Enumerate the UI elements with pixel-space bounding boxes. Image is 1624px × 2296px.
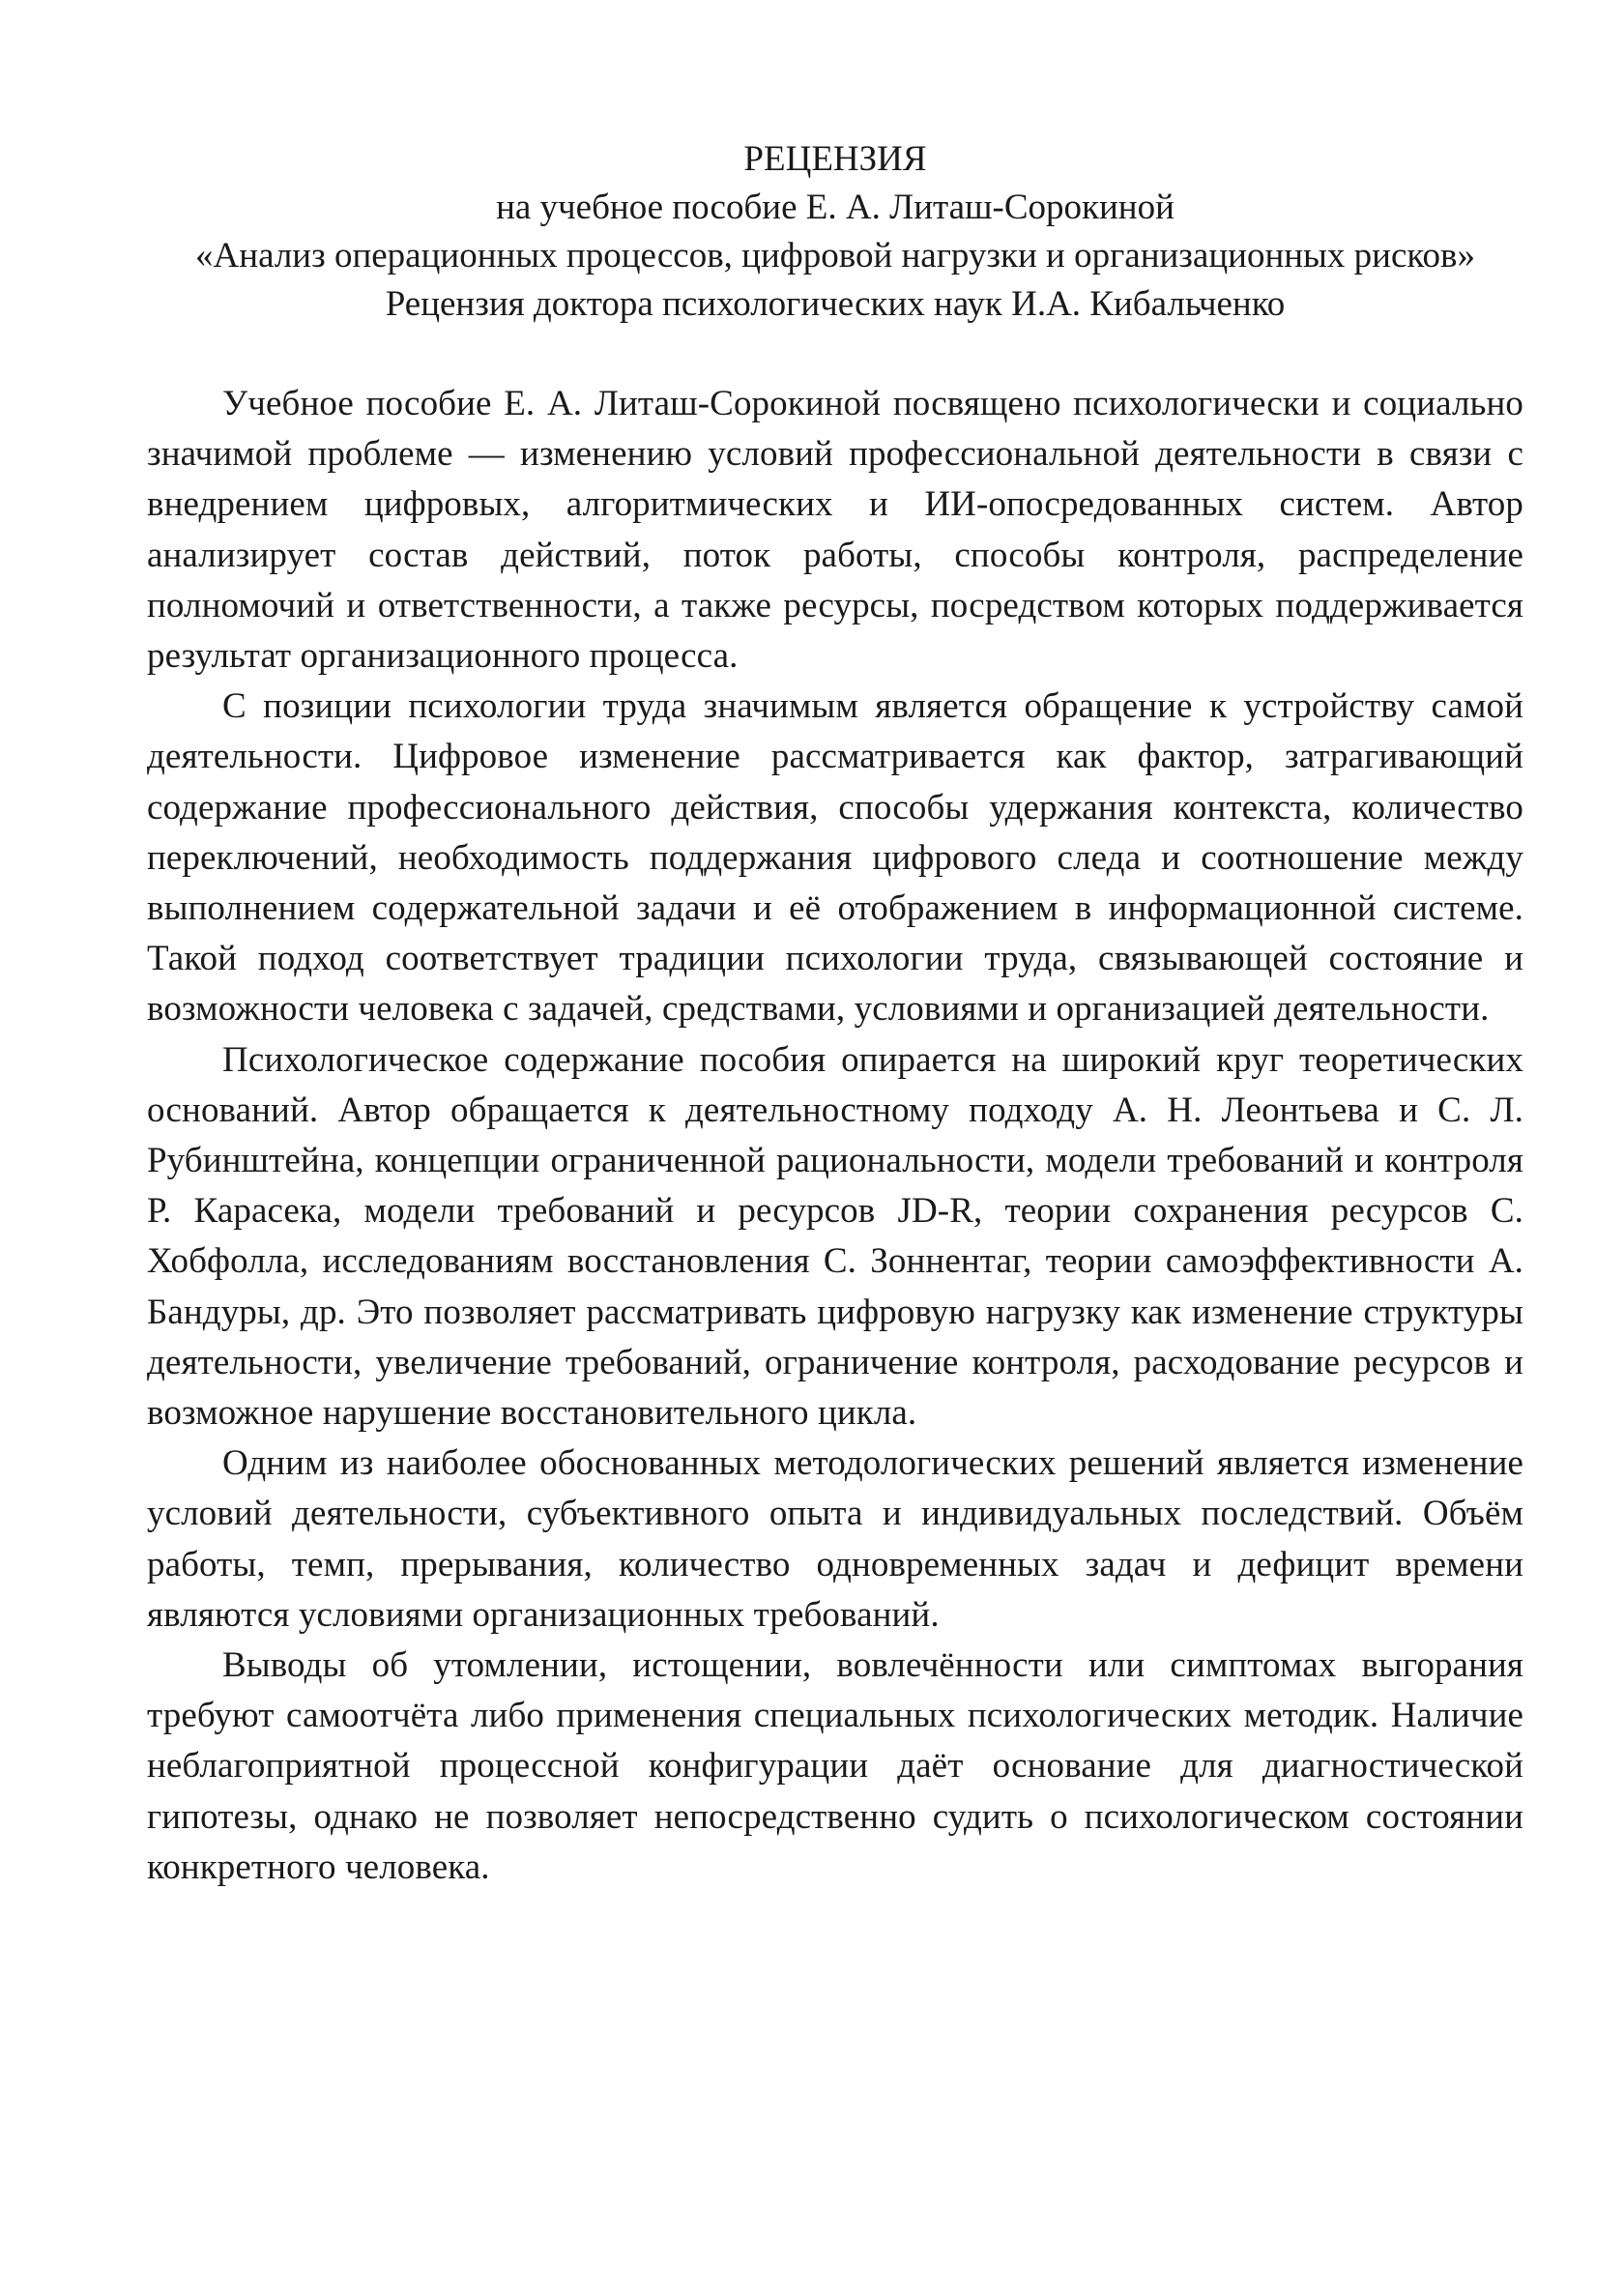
document-subtitle-author: на учебное пособие Е. А. Литаш-Сорокиной (496, 188, 1174, 227)
paragraph: Выводы об утомлении, истощении, вовлечённости или симптомах выгорания требуют самоотчёта либо применения специальных психологических методик. Наличие неблагоприятной процессной конфигурации даёт основание для диагностической гипотезы, однако не позволяет непосредственно судить о психологическом состоянии конкретного человека. (147, 1645, 1523, 1887)
document-subtitle-reviewer: Рецензия доктора психологических наук И.А. Кибальченко (385, 284, 1286, 324)
paragraph: Одним из наиболее обоснованных методологических решений является изменение условий деятельности, субъективного опыта и индивидуальных последствий. Объём работы, темп, прерывания, количество одновременных задач и дефицит времени являются условиями организационных требований. (147, 1443, 1523, 1635)
document-body (147, 379, 1523, 1893)
paragraph: Психологическое содержание пособия опирается на широкий круг теоретических оснований. Автор обращается к деятельностному подходу А. Н. Леонтьева и С. Л. Рубинштейна, концепции ограниченной рациональности, модели требований и контроля Р. Карасека, модели требований и ресурсов JD-R, теории сохранения ресурсов С. Хобфолла, исследованиям восстановления С. Зоннентаг, теории самоэффективности А. Бандуры, др. Это позволяет рассматривать цифровую нагрузку как изменение структуры деятельности, увеличение требований, ограничение контроля, расходование ресурсов и возможное нарушение восстановительного цикла. (147, 1039, 1523, 1434)
paragraph: Учебное пособие Е. А. Литаш-Сорокиной посвящено психологически и социально значимой проблеме — изменению условий профессиональной деятельности в связи с внедрением цифровых, алгоритмических и ИИ-опосредованных систем. Автор анализирует состав действий, поток работы, способы контроля, распределение полномочий и ответственности, а также ресурсы, посредством которых поддерживается результат организационного процесса. (147, 384, 1523, 677)
document-page (147, 135, 1523, 1893)
document-subtitle-book-title: «Анализ операционных процессов, цифровой нагрузки и организационных рисков» (195, 236, 1475, 276)
document-title: РЕЦЕНЗИЯ (743, 139, 927, 179)
paragraph: С позиции психологии труда значимым является обращение к устройству самой деятельности. Цифровое изменение рассматривается как фактор, затрагивающий содержание профессионального действия, способы удержания контекста, количество переключений, необходимость поддержания цифрового следа и соотношение между выполнением содержательной задачи и её отображением в информационной системе. Такой подход соответствует традиции психологии труда, связывающей состояние и возможности человека с задачей, средствами, условиями и организацией деятельности. (147, 686, 1523, 1030)
document-header (147, 135, 1523, 329)
